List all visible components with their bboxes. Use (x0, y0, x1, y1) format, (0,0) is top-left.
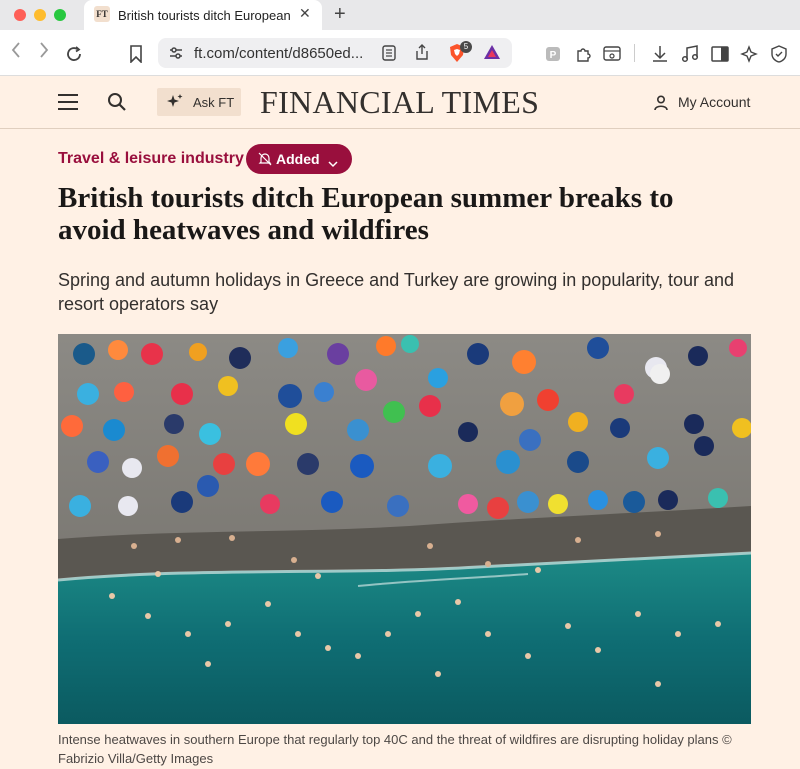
media-router-icon[interactable] (600, 30, 624, 76)
my-account-label: My Account (678, 94, 751, 110)
chevron-down-icon (328, 155, 338, 163)
image-caption: Intense heatwaves in southern Europe that regularly top 40C and the threat of wildfires are disrupting holiday plans © Fabrizio Villa/Getty Images (58, 732, 732, 766)
tab-title: British tourists ditch European (118, 8, 291, 23)
user-icon (654, 95, 668, 116)
browser-tab-bar (0, 0, 800, 30)
vpn-shield-icon[interactable] (767, 30, 791, 76)
svg-text:P: P (549, 49, 557, 61)
zoom-window-button[interactable] (54, 9, 66, 21)
back-icon[interactable] (6, 30, 26, 76)
sidebar-toggle-icon[interactable] (708, 30, 732, 76)
bell-off-icon (258, 152, 272, 166)
article-headline: British tourists ditch European summer breaks to avoid heatwaves and wildfires (58, 182, 674, 246)
reader-mode-icon[interactable] (382, 45, 396, 66)
close-window-button[interactable] (14, 9, 26, 21)
minimize-window-button[interactable] (34, 9, 46, 21)
ask-ft-button[interactable] (157, 88, 241, 116)
follow-topic-button[interactable] (246, 144, 352, 174)
bookmark-icon[interactable] (124, 30, 148, 76)
browser-tab[interactable] (84, 0, 322, 30)
ft-masthead-logo[interactable]: FINANCIAL TIMES (260, 84, 540, 120)
share-icon[interactable] (414, 43, 430, 66)
leo-ai-icon[interactable] (737, 30, 761, 76)
ft-favicon-icon: FT (94, 6, 110, 22)
toolbar-divider (634, 44, 635, 62)
beach-photo (58, 334, 751, 724)
reload-icon[interactable] (62, 30, 86, 76)
article-standfirst: Spring and autumn holidays in Greece and Turkey are growing in popularity, tour and resort operators say (58, 270, 735, 314)
follow-topic-label: Added (276, 151, 320, 167)
url-text: ft.com/content/d8650ed... (194, 45, 364, 62)
sparkle-icon (167, 93, 183, 113)
shields-count-badge: 5 (460, 41, 472, 53)
hero-image[interactable] (58, 334, 751, 724)
ask-ft-label: Ask FT (193, 95, 235, 110)
new-tab-icon[interactable]: + (334, 3, 346, 25)
password-manager-icon[interactable] (542, 30, 564, 76)
brave-rewards-icon[interactable] (483, 44, 501, 65)
extensions-icon[interactable] (572, 30, 596, 76)
address-bar[interactable] (158, 38, 512, 68)
search-icon[interactable] (107, 92, 127, 112)
menu-icon[interactable] (58, 94, 78, 110)
site-header (0, 76, 800, 129)
topic-link[interactable]: Travel & leisure industry (58, 150, 244, 167)
downloads-icon[interactable] (648, 30, 672, 76)
site-settings-icon[interactable] (168, 45, 184, 66)
browser-toolbar (0, 30, 800, 76)
media-controls-icon[interactable] (678, 30, 702, 76)
close-tab-icon[interactable]: ✕ (299, 5, 311, 21)
forward-icon[interactable] (34, 30, 54, 76)
